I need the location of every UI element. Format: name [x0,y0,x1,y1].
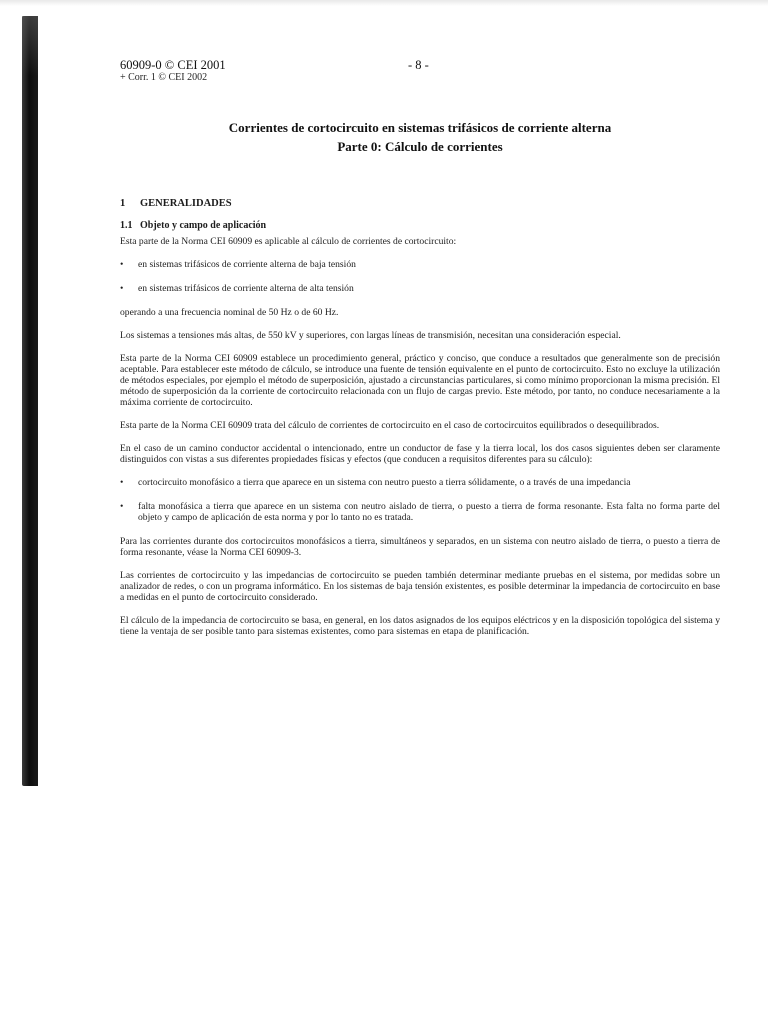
body-text [120,198,720,649]
section-title: GENERALIDADES [140,198,232,209]
accidental-path-paragraph: En el caso de un camino conductor accidental o intencionado, entre un conductor de fase y la tierra local, los dos casos siguientes deben ser claramente distinguidos con vistas a sus diferentes propiedades físicas y efectos (que conducen a requisitos diferentes para su cálculo): [120,443,720,465]
corrigendum-reference: + Corr. 1 © CEI 2002 [120,72,208,83]
frequency-paragraph: operando a una frecuencia nominal de 50 Hz o de 60 Hz. [120,307,339,318]
procedure-paragraph: Esta parte de la Norma CEI 60909 establece un procedimiento general, práctico y conciso, que conduce a resultados que generalmente son de precisión aceptable. Para establecer este método de cálculo, se introduce una fuente de tensión equivalente en el punto de cortocircuito. Esto no excluye la utilización de métodos especiales, por ejemplo el método de superposición, ajustado a circunstancias particulares, si como mínimo proporcionan la misma precisión. El método de superposición da la corriente de cortocircuito relacionada con un flujo de cargas previo. Este método, por tanto, no conduce necesariamente a la máxima corriente de cortocircuito. [120,353,720,408]
scan-top-shadow [0,0,768,6]
list-item-text: en sistemas trifásicos de corriente alterna de alta tensión [138,283,354,294]
title-line-1: Corrientes de cortocircuito en sistemas trifásicos de corriente alterna [228,120,612,135]
high-voltage-paragraph: Los sistemas a tensiones más altas, de 550 kV y superiores, con largas líneas de transmisión, necesitan una consideración especial. [120,330,621,341]
bullet-dot-icon: • [120,477,124,488]
simultaneous-faults-paragraph: Para las corrientes durante dos cortocircuitos monofásicos a tierra, simultáneos y separados, en un sistema con neutro aislado de tierra, o puesto a tierra de forma resonante, véase la Norma CEI 60909-3. [120,536,720,558]
binding-edge-highlight [22,16,38,76]
tests-paragraph: Las corrientes de cortocircuito y las impedancias de cortocircuito se pueden también determinar mediante pruebas en el sistema, por medidas sobre un analizador de redes, o con un programa informático. En los sistemas de baja tensión existentes, es posible determinar la impedancia de cortocircuito en base a medidas en el punto de cortocircuito considerado. [120,570,720,603]
list-item [120,501,720,523]
bullet-dot-icon: • [120,283,124,294]
balanced-paragraph: Esta parte de la Norma CEI 60909 trata del cálculo de corrientes de cortocircuito en el caso de cortocircuitos equilibrados o desequilibrados. [120,420,660,431]
calculation-paragraph: El cálculo de la impedancia de cortocircuito se basa, en general, en los datos asignados de los equipos eléctricos y en la disposición topológica del sistema y tiene la ventaja de ser posible tanto para sistemas existentes, como para sistemas en etapa de planificación. [120,615,720,637]
bullet-dot-icon: • [120,501,124,512]
document-title [120,118,720,156]
subsection-title: Objeto y campo de aplicación [140,220,267,231]
subsection-number: 1.1 [120,220,133,231]
page-number: - 8 - [408,58,429,72]
list-item [120,477,720,488]
document-reference [120,58,340,84]
section-heading [120,198,720,209]
list-item-text: en sistemas trifásicos de corriente alterna de baja tensión [138,259,356,270]
list-item-text: cortocircuito monofásico a tierra que aparece en un sistema con neutro puesto a tierra sólidamente, o a través de una impedancia [138,477,631,488]
bullet-dot-icon: • [120,259,124,270]
list-item [120,283,720,294]
list-item-text: falta monofásica a tierra que aparece en un sistema con neutro aislado de tierra, o puesto a tierra de forma resonante. Esta falta no forma parte del objeto y campo de aplicación de esta norma y por lo tanto no es tratada. [138,501,720,523]
subsection-heading [120,220,720,231]
standard-reference: 60909-0 © CEI 2001 [120,58,226,72]
intro-paragraph: Esta parte de la Norma CEI 60909 es aplicable al cálculo de corrientes de cortocircuito: [120,236,457,247]
list-item [120,259,720,270]
title-line-2: Parte 0: Cálculo de corrientes [337,139,503,154]
section-number: 1 [120,198,126,209]
binding-edge-shadow [22,16,38,786]
